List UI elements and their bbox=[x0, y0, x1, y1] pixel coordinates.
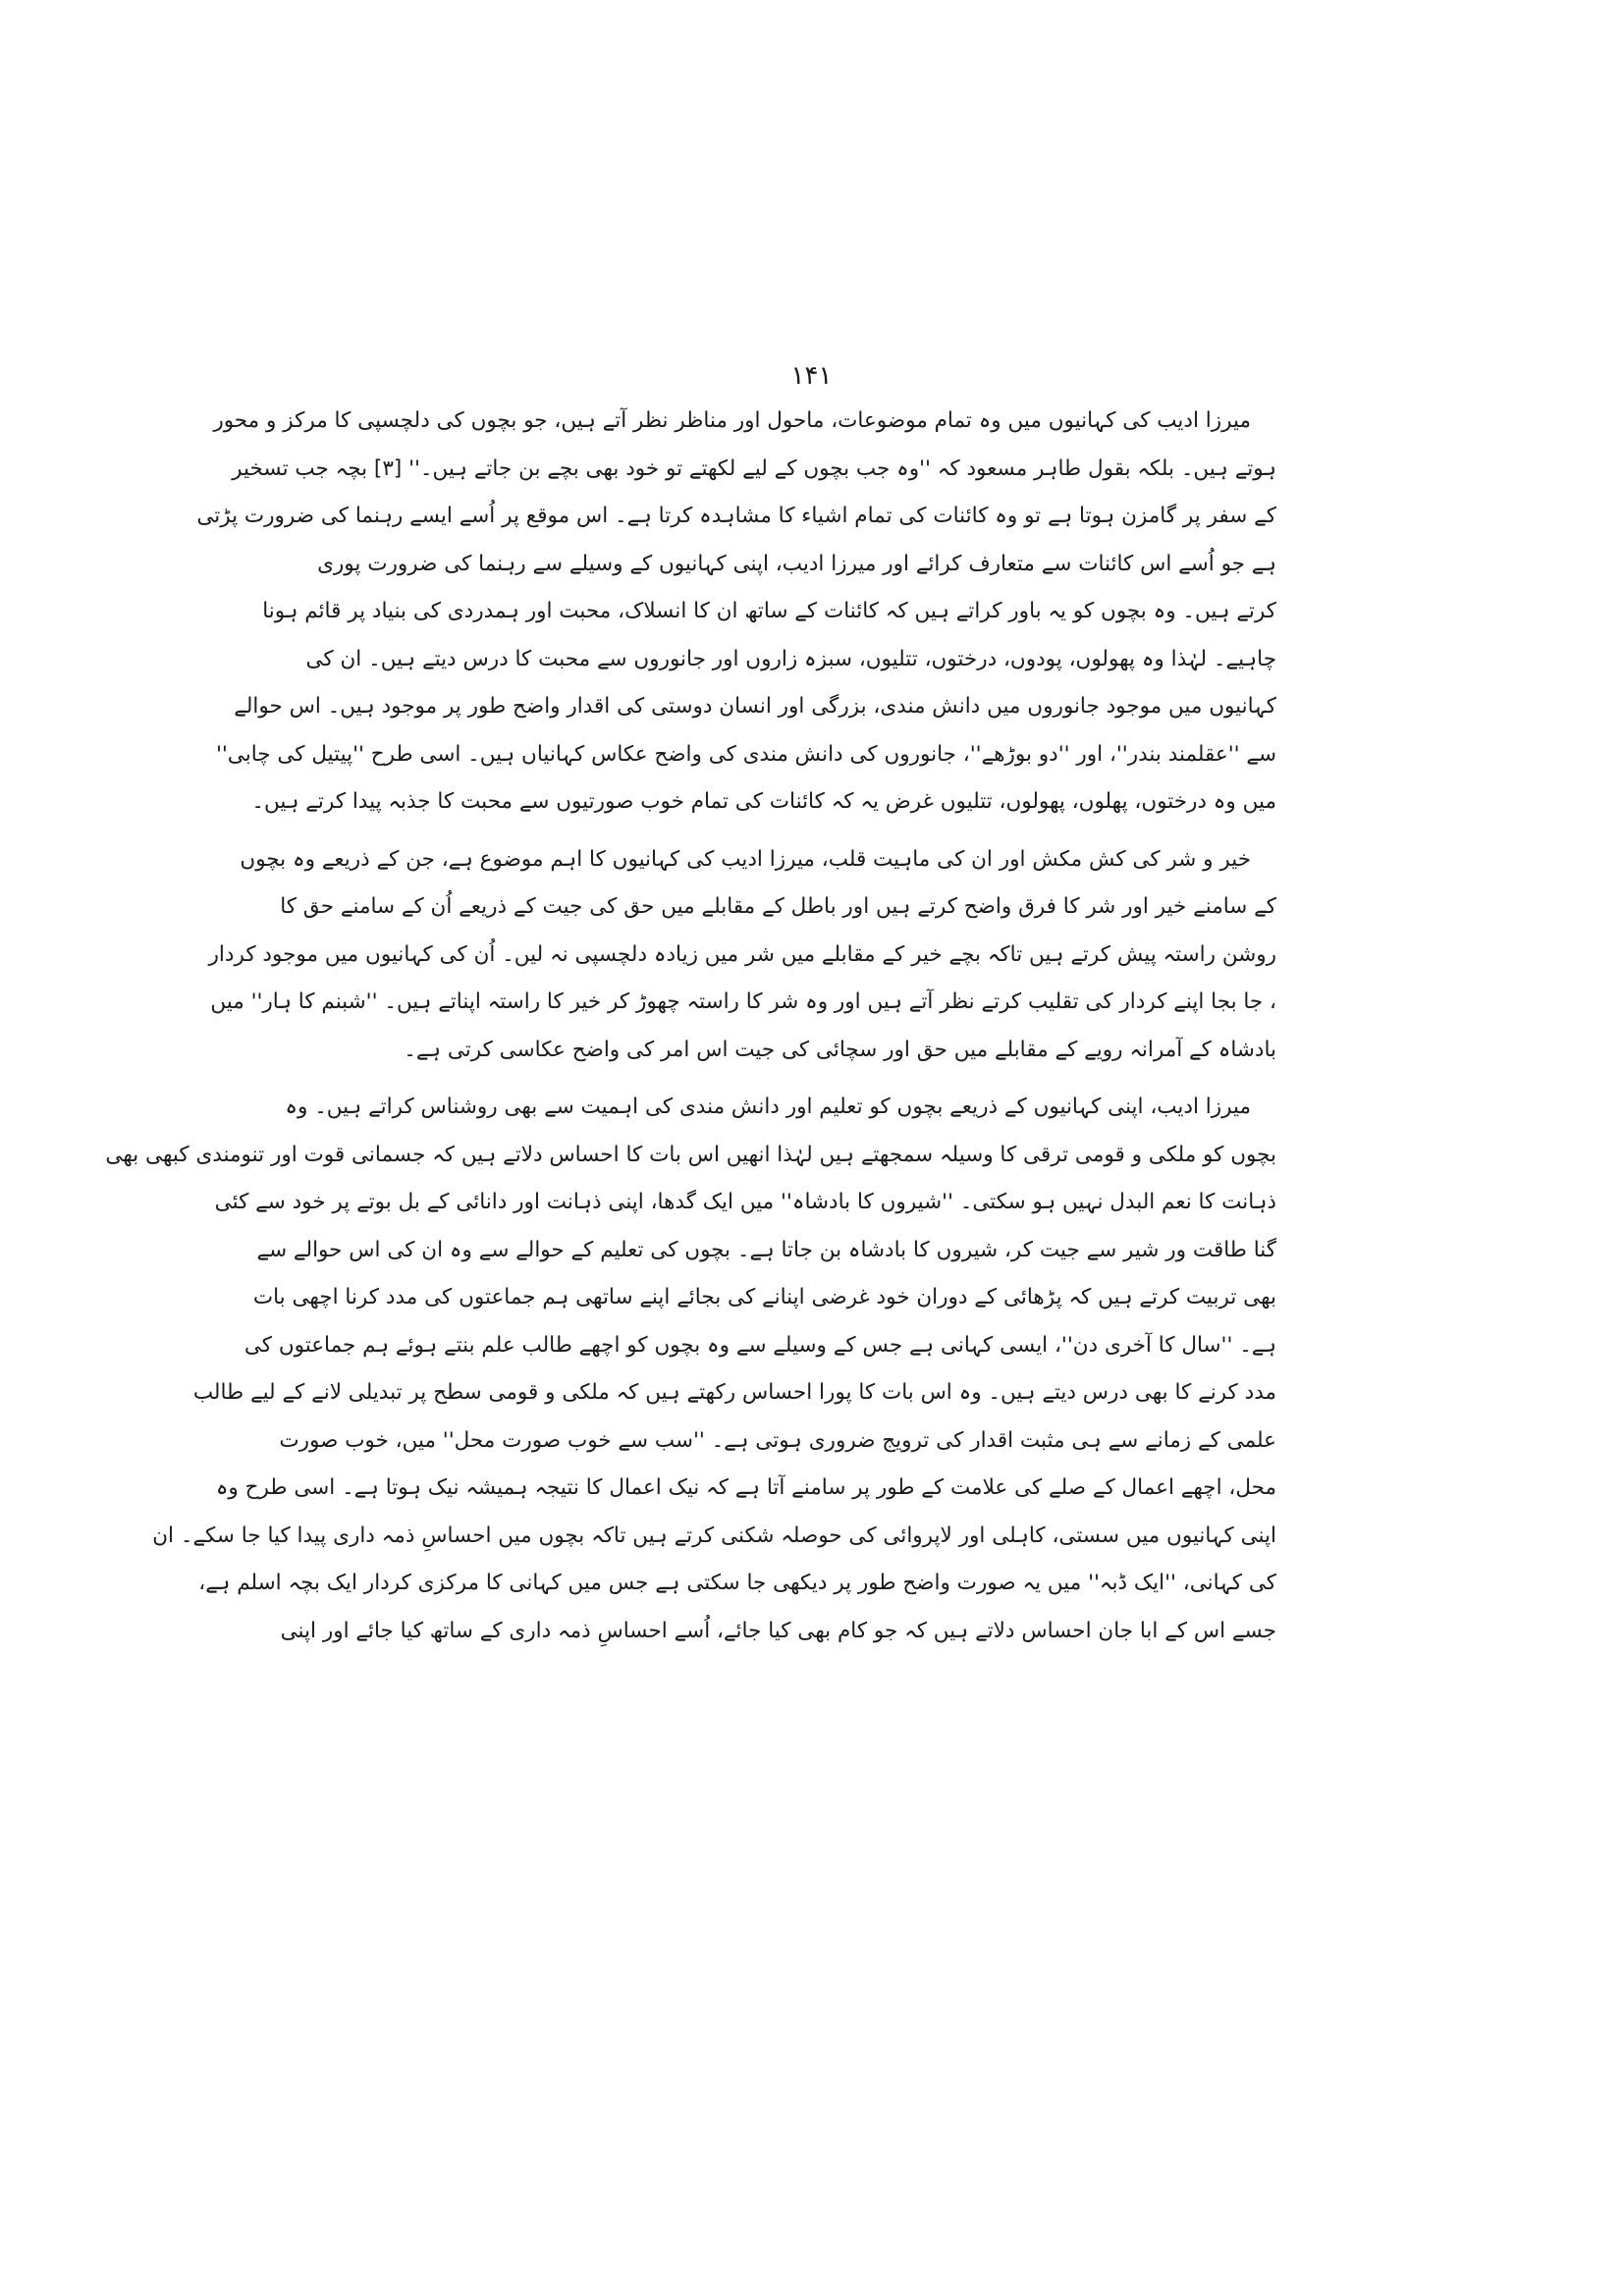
paragraph-1 bbox=[196, 398, 1276, 827]
paragraph-spacer bbox=[334, 1074, 1276, 1084]
text-line: بچوں کو ملکی و قومی ترقی کا وسیلہ سمجھتے ہیں لہٰذا انھیں اس بات کا احساس دلاتے ہیں کہ جسمانی قوت اور تنومندی کبھی بھی bbox=[105, 1142, 1276, 1167]
paragraph-spacer bbox=[334, 827, 1276, 836]
text-line: میرزا ادیب کی کہانیوں میں وہ تمام موضوعات، ماحول اور مناظر نظر آتے ہیں، جو بچوں کی دلچسپی کا مرکز و محور bbox=[213, 408, 1251, 433]
text-line: میرزا ادیب، اپنی کہانیوں کے ذریعے بچوں کو تعلیم اور دانش مندی کی اہمیت سے بھی روشناس کراتے ہیں۔ وہ bbox=[285, 1095, 1251, 1119]
paragraph-3 bbox=[105, 1084, 1276, 1655]
text-line: ہوتے ہیں۔ بلکہ بقول طاہر مسعود کہ ''وہ جب بچوں کے لیے لکھتے تو خود بھی بچے بن جاتے ہیں۔'' [۳] بچہ جب تسخیر bbox=[232, 455, 1276, 481]
text-line: خیر و شر کی کش مکش اور ان کی ماہیت قلب، میرزا ادیب کی کہانیوں کا اہم موضوع ہے، جن کے ذریعے وہ بچوں bbox=[240, 846, 1251, 872]
text-line: بادشاہ کے آمرانہ رویے کے مقابلے میں حق اور سچائی کی جیت اس امر کی واضح عکاسی کرتی ہے۔ bbox=[404, 1037, 1276, 1062]
text-line: چاہیے۔ لہٰذا وہ پھولوں، پودوں، درختوں، تتلیوں، سبزہ زاروں اور جانوروں سے محبت کا درس دیتے ہیں۔ ان کی bbox=[305, 646, 1276, 671]
text-line: کی کہانی، ''ایک ڈبہ'' میں یہ صورت واضح طور پر دیکھی جا سکتی ہے جس میں کہانی کا مرکزی کردار ایک بچہ اسلم ہے، bbox=[198, 1571, 1276, 1595]
text-line: محل، اچھے اعمال کے صلے کی علامت کے طور پر سامنے آتا ہے کہ نیک اعمال کا نتیجہ ہمیشہ نیک ہوتا ہے۔ اسی طرح وہ bbox=[215, 1475, 1276, 1500]
body-text bbox=[105, 398, 1276, 1655]
text-line: بھی تربیت کرتے ہیں کہ پڑھائی کے دوران خود غرضی اپنانے کی بجائے اپنے ساتھی ہم جماعتوں کی مدد کرنا اچھی بات bbox=[252, 1285, 1276, 1309]
text-line: کے سفر پر گامزن ہوتا ہے تو وہ کائنات کی تمام اشیاء کا مشاہدہ کرتا ہے۔ اس موقع پر اُسے ایسے رہنما کی ضرورت پڑتی bbox=[196, 504, 1276, 528]
paragraph-2 bbox=[208, 836, 1276, 1075]
text-line: مدد کرنے کا بھی درس دیتے ہیں۔ وہ اس بات کا پورا احساس رکھتے ہیں کہ ملکی و قومی سطح پر تبدیلی لانے کے لیے طالب bbox=[192, 1380, 1276, 1405]
text-line: کہانیوں میں موجود جانوروں میں دانش مندی، بزرگی اور انسان دوستی کی اقدار واضح طور پر موجود ہیں۔ اس حوالے bbox=[234, 694, 1276, 719]
text-line: گنا طاقت ور شیر سے جیت کر، شیروں کا بادشاہ بن جاتا ہے۔ بچوں کی تعلیم کے حوالے سے وہ ان کی اس حوالے سے bbox=[256, 1237, 1276, 1262]
text-line: روشن راستہ پیش کرتے ہیں تاکہ بچے خیر کے مقابلے میں شر میں زیادہ دلچسپی نہ لیں۔ اُن کی کہانیوں میں موجود کردار bbox=[208, 941, 1276, 967]
text-line: کے سامنے خیر اور شر کا فرق واضح کرتے ہیں اور باطل کے مقابلے میں حق کی جیت کے ذریعے اُن کے سامنے حق کا bbox=[280, 894, 1276, 919]
text-line: اپنی کہانیوں میں سستی، کاہلی اور لاپروائی کی حوصلہ شکنی کرتے ہیں تاکہ بچوں میں احساسِ ذمہ داری پیدا کیا جا سکے۔ ان bbox=[152, 1522, 1276, 1548]
text-line: جسے اس کے ابا جان احساس دلاتے ہیں کہ جو کام بھی کیا جائے، اُسے احساسِ ذمہ داری کے ساتھ کیا جائے اور اپنی bbox=[280, 1618, 1276, 1643]
text-line: کرتے ہیں۔ وہ بچوں کو یہ باور کراتے ہیں کہ کائنات کے ساتھ ان کا انسلاک، محبت اور ہمدردی کی بنیاد پر قائم ہونا bbox=[262, 599, 1276, 623]
text-line: ہے۔ ''سال کا آخری دن''، ایسی کہانی ہے جس کے وسیلے سے وہ بچوں کو اچھے طالب علم بنتے ہوئے ہم جماعتوں کی bbox=[243, 1332, 1276, 1358]
text-line: میں وہ درختوں، پھلوں، پھولوں، تتلیوں غرض یہ کہ کائنات کی تمام خوب صورتیوں سے محبت کا جذبہ پیدا کرتے ہیں۔ bbox=[251, 789, 1276, 814]
text-line: ، جا بجا اپنے کردار کی تقلیب کرتے نظر آتے ہیں اور وہ شر کا راستہ چھوڑ کر خیر کا راستہ اپناتے ہیں۔ ''شبنم کا ہار'' میں bbox=[210, 989, 1276, 1014]
text-line: ذہانت کا نعم البدل نہیں ہو سکتی۔ ''شیروں کا بادشاہ'' میں ایک گدھا، اپنی ذہانت اور دانائی کے بل بوتے پر خود سے کئی bbox=[214, 1190, 1276, 1214]
page-number: ۱۴۱ bbox=[790, 361, 833, 391]
text-line: ہے جو اُسے اس کائنات سے متعارف کرائے اور میرزا ادیب، اپنی کہانیوں کے وسیلے سے رہنما کی ضرورت پوری bbox=[317, 551, 1276, 576]
text-line: سے ''عقلمند بندر''، اور ''دو بوڑھے''، جانوروں کی دانش مندی کی واضح عکاس کہانیاں ہیں۔ اسی طرح ''پیتیل کی چابی'' bbox=[215, 741, 1276, 767]
text-line: علمی کے زمانے سے ہی مثبت اقدار کی ترویج ضروری ہوتی ہے۔ ''سب سے خوب صورت محل'' میں، خوب صورت bbox=[279, 1427, 1276, 1453]
